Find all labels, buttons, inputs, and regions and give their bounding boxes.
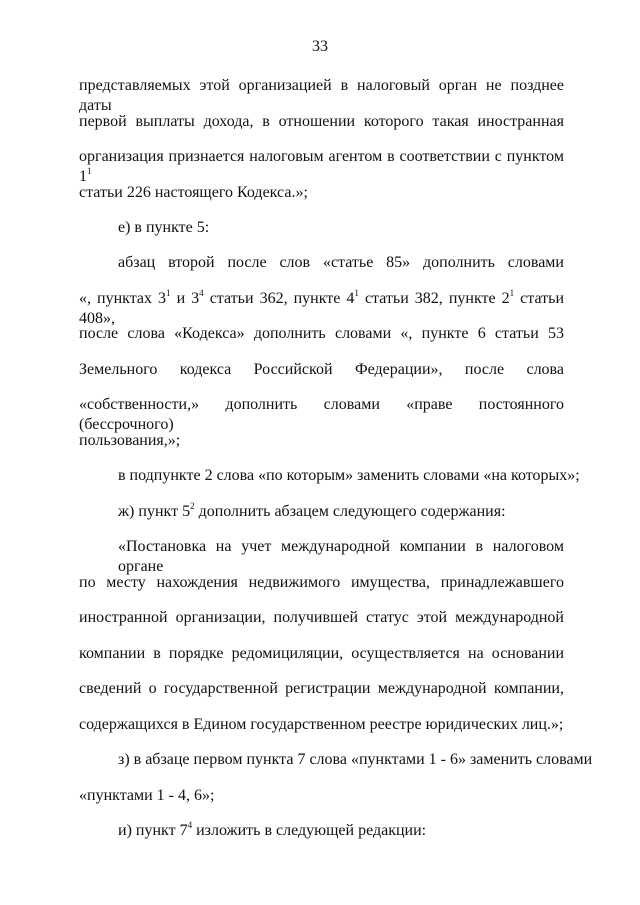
text-segment: содержащихся в Едином государственном реестре юридических лиц.»; (79, 716, 564, 733)
text-line (79, 324, 564, 344)
text-line (79, 786, 564, 806)
text-segment: и 3 (170, 290, 200, 307)
text-line (118, 821, 564, 841)
text-line (79, 360, 564, 380)
superscript: 1 (509, 288, 515, 298)
text-segment: статьи 362, пункте 4 (203, 290, 355, 307)
superscript: 1 (354, 288, 359, 298)
text-line (79, 608, 564, 628)
text-line (79, 715, 564, 735)
text-segment: «пунктами 1 - 4, 6»; (79, 787, 215, 804)
text-segment: сведений о государственной регистрации международной компании, (79, 680, 564, 697)
text-segment: первой выплаты дохода, в отношении которого такая иностранная (79, 113, 564, 130)
text-segment: «собственности,» дополнить словами «праве постоянного (бессрочного) (79, 396, 564, 433)
text-segment: пользования,»; (79, 432, 181, 449)
text-line (118, 466, 580, 486)
text-line (79, 644, 564, 664)
text-line (79, 288, 564, 327)
text-segment: после слова «Кодекса» дополнить словами «, пункте 6 статьи 53 (79, 325, 564, 342)
text-line (118, 502, 564, 522)
text-segment: представляемых этой организацией в налоговый орган не позднее даты (79, 77, 564, 114)
text-line (79, 76, 564, 114)
text-segment: организация признается налоговым агентом в соответствии с пунктом 1 (79, 148, 564, 185)
page-number: 33 (312, 38, 328, 55)
text-line (79, 112, 564, 132)
superscript: 2 (190, 501, 195, 511)
text-segment: з) в абзаце первом пункта 7 слова «пунктами 1 - 6» заменить словами (118, 751, 593, 768)
text-segment: изложить в следующей редакции: (192, 822, 427, 839)
text-line (79, 147, 564, 185)
superscript: 1 (166, 288, 171, 298)
text-segment: «, пунктах 3 (79, 290, 167, 307)
text-line (79, 395, 564, 433)
text-segment: статьи 226 настоящего Кодекса.»; (79, 184, 308, 201)
text-segment: и) пункт 7 (118, 822, 188, 839)
text-segment: абзац второй после слов «статье 85» дополнить словами (118, 254, 564, 271)
text-segment: в подпункте 2 слова «по которым» заменить словами «на которых»; (118, 467, 580, 484)
text-line (79, 431, 564, 451)
text-segment: дополнить абзацем следующего содержания: (194, 503, 506, 520)
text-line (118, 537, 564, 575)
text-line (79, 183, 564, 203)
text-segment: статьи 382, пункте 2 (358, 290, 510, 307)
superscript: 4 (187, 820, 193, 830)
text-segment: Земельного кодекса Российской Федерации», после слова (79, 361, 564, 378)
text-segment: по месту нахождения недвижимого имущества, принадлежавшего (79, 574, 564, 591)
superscript: 4 (199, 288, 204, 298)
text-segment: е) в пункте 5: (118, 219, 210, 236)
text-line (118, 750, 593, 770)
text-segment: статьи 408», (79, 290, 564, 327)
text-segment: ж) пункт 5 (118, 503, 191, 520)
superscript: 1 (87, 166, 92, 176)
text-line (118, 253, 564, 273)
text-line (79, 573, 564, 593)
text-line (118, 218, 564, 238)
text-segment: компании в порядке редомициляции, осуществляется на основании (79, 645, 564, 662)
text-segment: «Постановка на учет международной компании в налоговом органе (118, 538, 564, 575)
text-line (79, 679, 564, 699)
text-segment: иностранной организации, получившей статус этой международной (79, 609, 564, 626)
